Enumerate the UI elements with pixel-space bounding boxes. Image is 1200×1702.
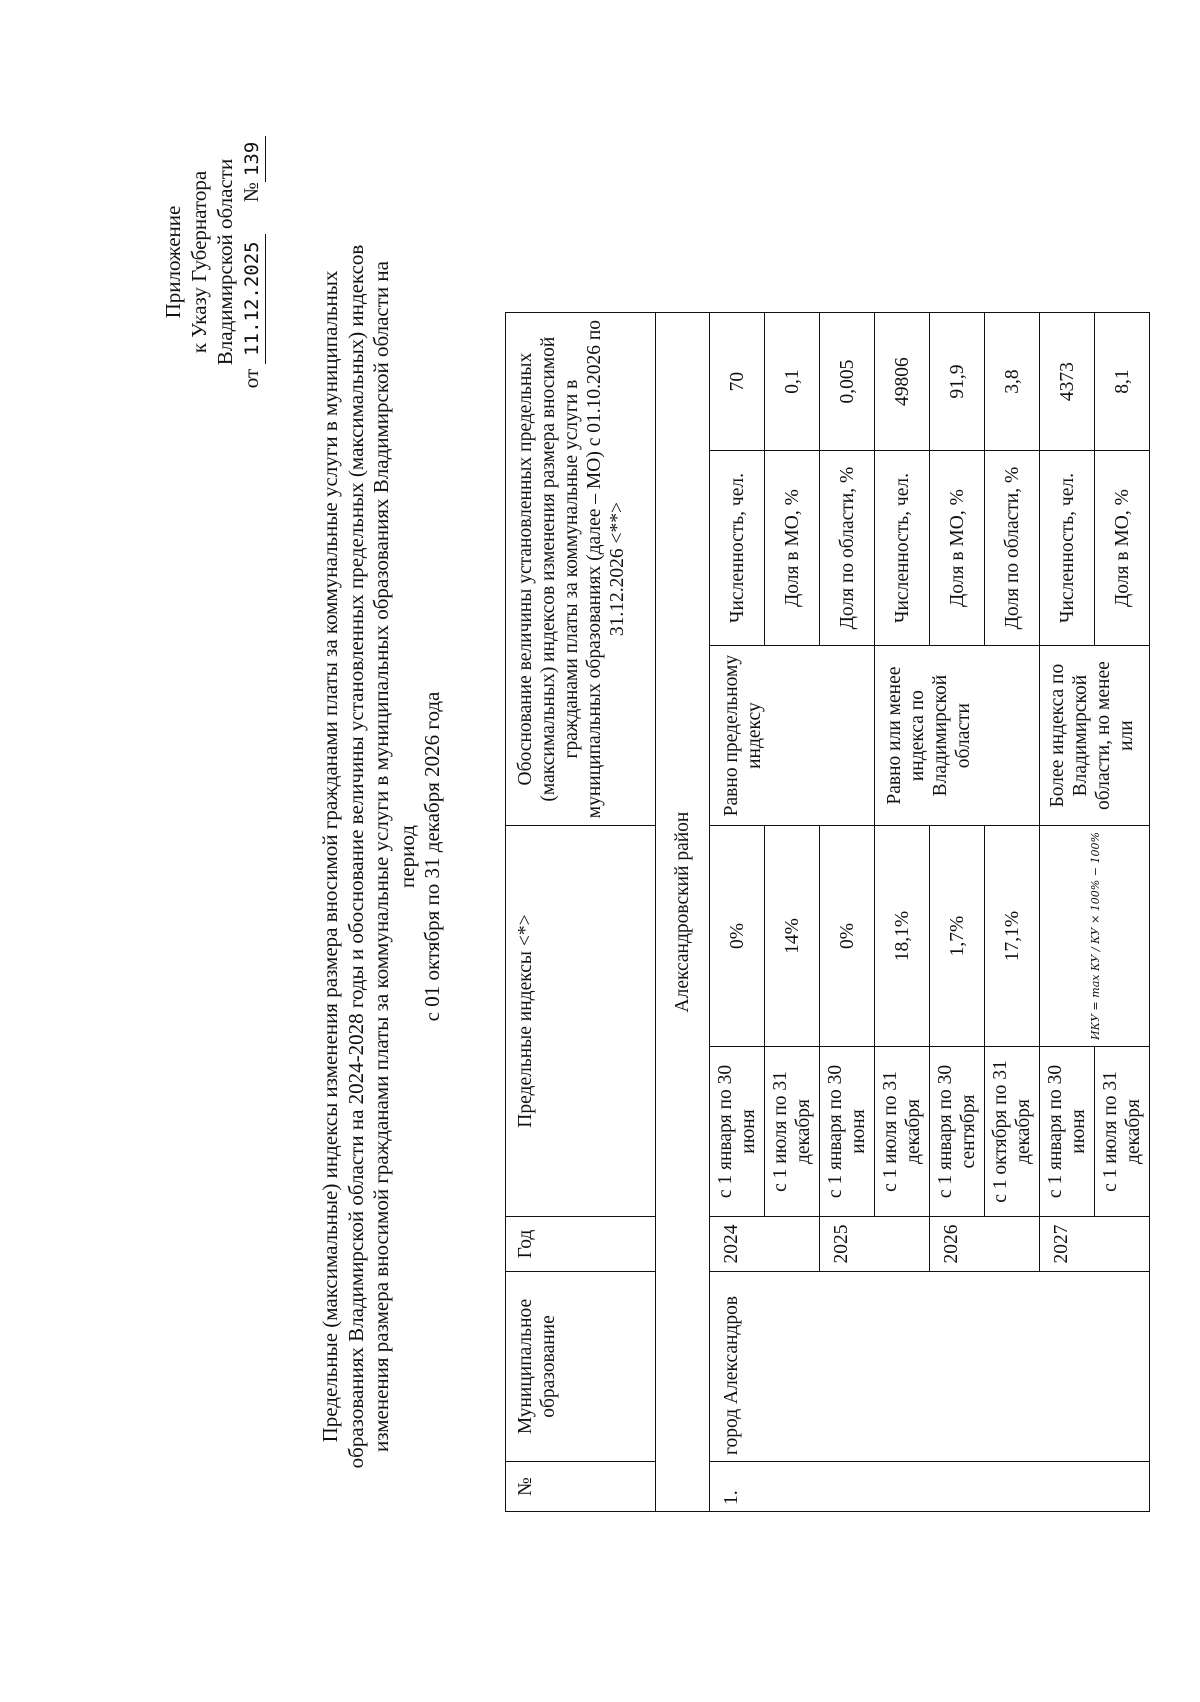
metric-value: 0,1 (765, 313, 820, 451)
indexes-table (505, 312, 1150, 1512)
year-2027: 2027 (1040, 1217, 1150, 1272)
index-value: 0% (710, 826, 765, 1047)
period-cell: с 1 января по 30 июня (710, 1047, 765, 1217)
appendix-line3: Владимирской области (213, 158, 237, 366)
index-value: 1,7% (930, 826, 985, 1047)
decree-date: 11.12.2025 (239, 234, 266, 364)
header-num: № (506, 1462, 656, 1512)
decree-number: 139 (239, 136, 266, 182)
formula-cell (1040, 826, 1150, 1047)
index-formula: ИКУ = max КУ / КУ × 100% − 100% (1089, 832, 1102, 1040)
row-mo: город Александров (710, 1272, 1150, 1462)
metric-value: 3,8 (985, 313, 1040, 451)
district-name: Александровский район (656, 313, 710, 1512)
metric-label: Доля в МО, % (1095, 451, 1150, 646)
document-title (318, 239, 446, 1474)
index-value: 0% (820, 826, 875, 1047)
metric-label: Доля по области, % (820, 451, 875, 646)
year-2025: 2025 (820, 1217, 930, 1272)
title-line4: с 01 октября по 31 декабря 2026 года (420, 691, 444, 1022)
metric-value: 70 (710, 313, 765, 451)
table-header-row (506, 313, 656, 1512)
category-cell: Равно предельному индексу (710, 646, 875, 826)
period-cell: с 1 июля по 31 декабря (875, 1047, 930, 1217)
header-justification: Обоснование величины установленных предельных (максимальных) индексов изменения размера вносимой гражданами платы за коммунальные услуги в муниципальных образованиях (далее – МО) с 01.10.2026 по 31.12.2026 <**> (506, 313, 656, 826)
title-line3: изменения размера вносимой гражданами платы за коммунальные услуги в муниципальных образованиях Владимирской области на период (369, 261, 419, 1452)
index-value: 17,1% (985, 826, 1040, 1047)
metric-value: 0,005 (820, 313, 875, 451)
metric-value: 8,1 (1095, 313, 1150, 451)
metric-label: Доля по области, % (985, 451, 1040, 646)
metric-label: Численность, чел. (710, 451, 765, 646)
header-mo: Муниципальное образование (506, 1272, 656, 1462)
metric-label: Численность, чел. (1040, 451, 1095, 646)
row-number: 1. (710, 1462, 1150, 1512)
title-line2: образованиях Владимирской области на 2024-2028 годы и обоснование величины установленных предельных (максимальных) индексов (343, 244, 368, 1469)
header-indexes: Предельные индексы <*> (506, 826, 656, 1217)
year-2026: 2026 (930, 1217, 1040, 1272)
metric-value: 49806 (875, 313, 930, 451)
metric-label: Доля в МО, % (930, 451, 985, 646)
metric-value: 4373 (1040, 313, 1095, 451)
metric-value: 91,9 (930, 313, 985, 451)
from-prefix: от (239, 368, 263, 389)
year-2024: 2024 (710, 1217, 820, 1272)
header-year: Год (506, 1217, 656, 1272)
title-line1: Предельные (максимальные) индексы изменения размера вносимой гражданами платы за коммунальные услуги в муниципальных (318, 270, 342, 1443)
metric-label: Доля в МО, % (765, 451, 820, 646)
number-prefix: № (239, 182, 263, 203)
period-cell: с 1 июля по 31 декабря (1095, 1047, 1150, 1217)
appendix-line1: Приложение (161, 205, 185, 319)
index-value: 14% (765, 826, 820, 1047)
district-row (656, 313, 710, 1512)
period-cell: с 1 января по 30 июня (1040, 1047, 1095, 1217)
appendix-line2: к Указу Губернатора (187, 170, 211, 354)
metric-label: Численность, чел. (875, 451, 930, 646)
category-cell: Более индекса по Владимирской области, но менее или (1040, 646, 1150, 826)
table-row (710, 313, 765, 1512)
appendix-block (160, 112, 266, 412)
period-cell: с 1 января по 30 сентября (930, 1047, 985, 1217)
appendix-date-line (238, 112, 266, 412)
period-cell: с 1 июля по 31 декабря (765, 1047, 820, 1217)
period-cell: с 1 января по 30 июня (820, 1047, 875, 1217)
category-cell: Равно или менее индекса по Владимирской области (875, 646, 1040, 826)
index-value: 18,1% (875, 826, 930, 1047)
period-cell: с 1 октября по 31 декабря (985, 1047, 1040, 1217)
